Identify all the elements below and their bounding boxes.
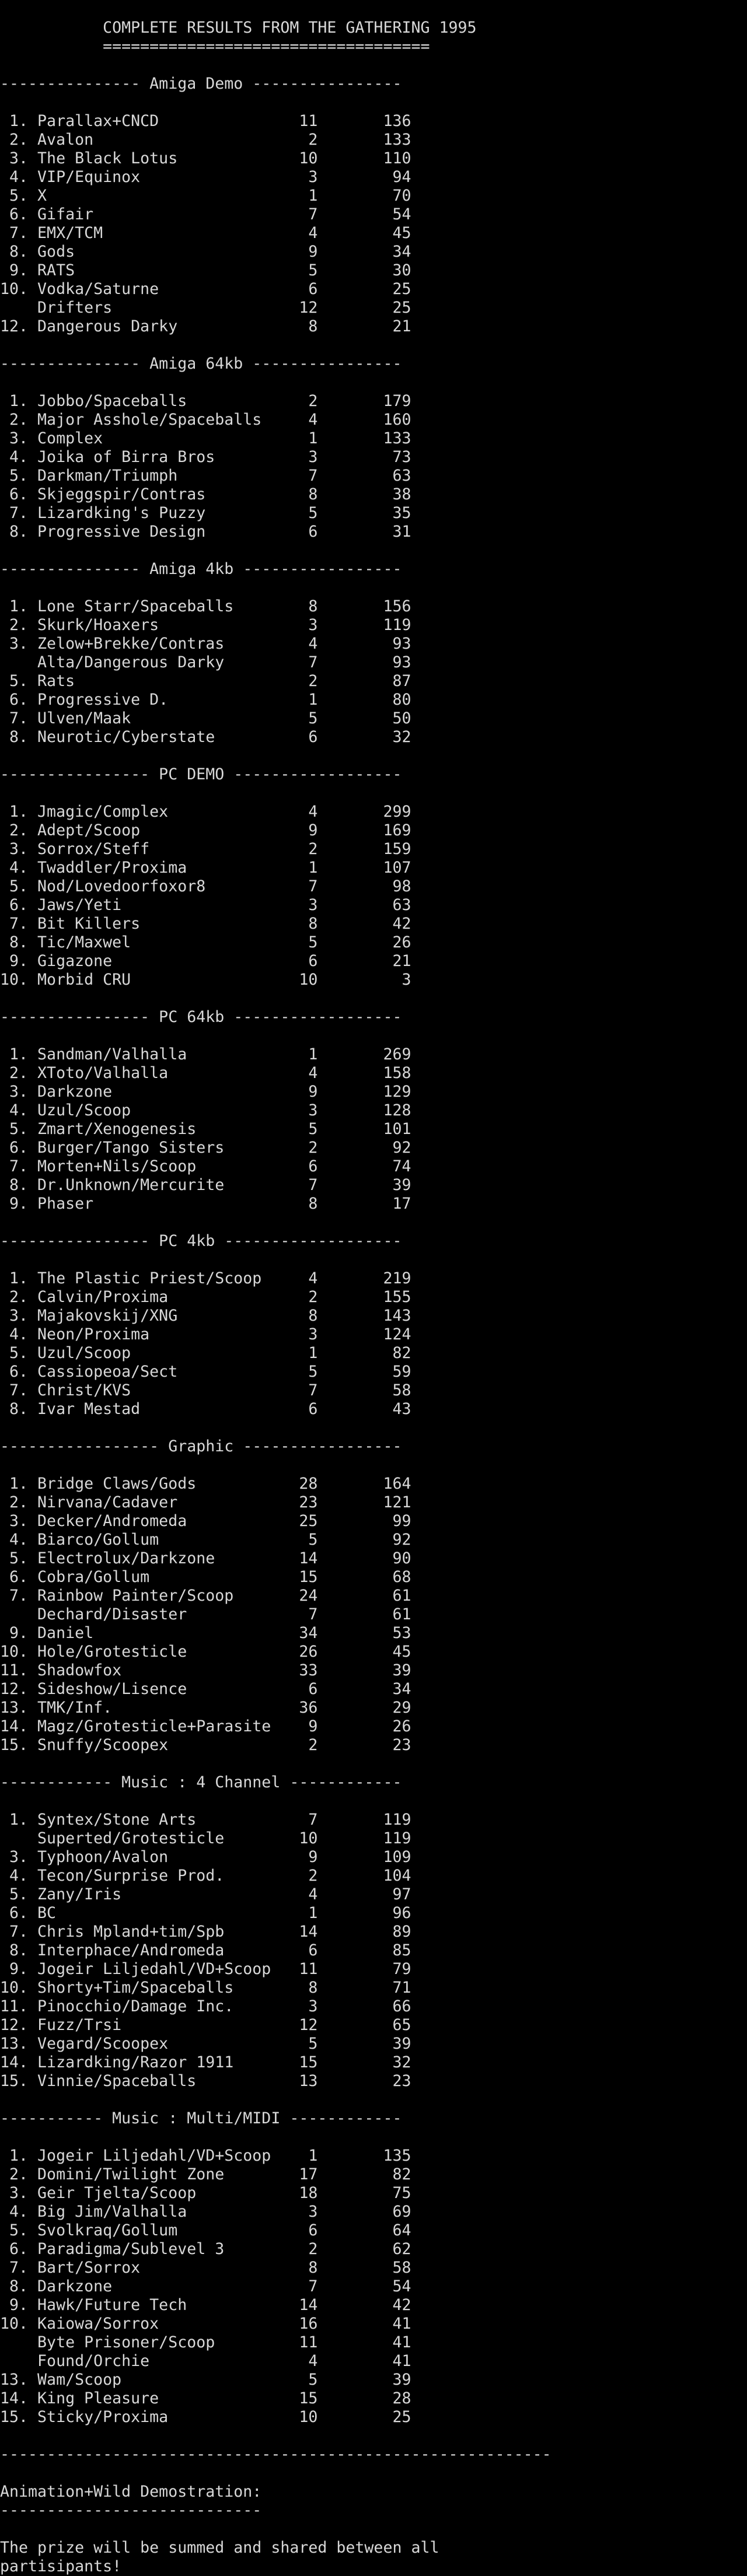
result-row: 3. Majakovskij/XNG 8 143 [0, 1307, 411, 1325]
result-row: 5. Rats 2 87 [0, 672, 411, 690]
result-row: 6. Cassiopeoa/Sect 5 59 [0, 1363, 411, 1381]
result-row: Byte Prisoner/Scoop 11 41 [0, 2333, 411, 2351]
result-row: 6. Progressive D. 1 80 [0, 691, 411, 709]
blank-line [0, 747, 747, 765]
section-header: ----------- Music : Multi/MIDI ------------ [0, 2109, 402, 2127]
result-row: 4. VIP/Equinox 3 94 [0, 168, 411, 186]
section-header: ---------------- PC DEMO ------------------ [0, 765, 402, 783]
blank-line [0, 2091, 747, 2109]
footer-rule: ----------------------------------------------------------- [0, 2445, 551, 2463]
result-row: 2. Calvin/Proxima 2 155 [0, 1288, 411, 1306]
blank-line [0, 2128, 747, 2147]
result-row: 2. Adept/Scoop 9 169 [0, 821, 411, 839]
section-header: --------------- Amiga 64kb ---------------- [0, 355, 402, 373]
result-row: 3. Darkzone 9 129 [0, 1083, 411, 1101]
result-row: 12. Sideshow/Lisence 6 34 [0, 1680, 411, 1698]
result-row: 5. X 1 70 [0, 187, 411, 205]
result-row: 1. Sandman/Valhalla 1 269 [0, 1045, 411, 1063]
result-row: Dechard/Disaster 7 61 [0, 1605, 411, 1623]
blank-line [0, 1792, 747, 1811]
result-row: 5. Zany/Iris 4 97 [0, 1885, 411, 1903]
result-row: Found/Orchie 4 41 [0, 2352, 411, 2370]
animation-heading: Animation+Wild Demostration: [0, 2483, 262, 2501]
result-row: 9. Jogeir Liljedahl/VD+Scoop 11 79 [0, 1960, 411, 1978]
result-row: 1. Syntex/Stone Arts 7 119 [0, 1811, 411, 1829]
result-row: 4. Uzul/Scoop 3 128 [0, 1101, 411, 1119]
result-row: 3. Geir Tjelta/Scoop 18 75 [0, 2184, 411, 2202]
result-row: 9. RATS 5 30 [0, 261, 411, 279]
result-row: 5. Zmart/Xenogenesis 5 101 [0, 1120, 411, 1138]
result-row: 2. XToto/Valhalla 4 158 [0, 1064, 411, 1082]
result-row: 10. Shorty+Tim/Spaceballs 8 71 [0, 1979, 411, 1997]
result-row: 11. Pinocchio/Damage Inc. 3 66 [0, 1997, 411, 2015]
result-row: 12. Fuzz/Trsi 12 65 [0, 2016, 411, 2034]
result-row: 8. Gods 9 34 [0, 243, 411, 261]
result-row: 1. Bridge Claws/Gods 28 164 [0, 1475, 411, 1493]
result-row: 7. Ulven/Maak 5 50 [0, 709, 411, 727]
result-row: 4. Big Jim/Valhalla 3 69 [0, 2203, 411, 2221]
result-row: 1. Lone Starr/Spaceballs 8 156 [0, 597, 411, 615]
section-header: --------------- Amiga 4kb ----------------- [0, 560, 402, 578]
result-row: 14. Lizardking/Razor 1911 15 32 [0, 2053, 411, 2071]
result-row: 1. Parallax+CNCD 11 136 [0, 112, 411, 130]
result-row: 9. Gigazone 6 21 [0, 952, 411, 970]
result-row: 11. Shadowfox 33 39 [0, 1661, 411, 1679]
result-row: 4. Joika of Birra Bros 3 73 [0, 448, 411, 466]
result-row: 7. Bit Killers 8 42 [0, 915, 411, 933]
result-row: 4. Biarco/Gollum 5 92 [0, 1531, 411, 1549]
blank-line [0, 1456, 747, 1475]
prize-text-line-1: The prize will be summed and shared between all [0, 2539, 439, 2557]
result-row: 7. Lizardking's Puzzy 5 35 [0, 504, 411, 522]
result-row: 7. Chris Mpland+tim/Spb 14 89 [0, 1923, 411, 1941]
result-row: 3. Complex 1 133 [0, 429, 411, 447]
section-header: ---------------- PC 4kb ------------------- [0, 1232, 402, 1250]
blank-line [0, 1213, 747, 1232]
result-row: 14. Magz/Grotesticle+Parasite 9 26 [0, 1717, 411, 1735]
result-row: 14. King Pleasure 15 28 [0, 2389, 411, 2407]
result-row: 13. Vegard/Scoopex 5 39 [0, 2035, 411, 2053]
section-header: ---------------- PC 64kb ------------------ [0, 1008, 402, 1026]
blank-line [0, 1755, 747, 1773]
result-row: 5. Svolkraq/Gollum 6 64 [0, 2221, 411, 2239]
result-row: 4. Neon/Proxima 3 124 [0, 1325, 411, 1343]
result-row: 1. The Plastic Priest/Scoop 4 219 [0, 1269, 411, 1287]
result-row: Drifters 12 25 [0, 299, 411, 317]
result-row: 6. Jaws/Yeti 3 63 [0, 896, 411, 914]
result-row: 3. The Black Lotus 10 110 [0, 149, 411, 167]
result-row: 7. Bart/Sorrox 8 58 [0, 2259, 411, 2277]
result-row: 8. Interphace/Andromeda 6 85 [0, 1941, 411, 1959]
result-row: 6. Cobra/Gollum 15 68 [0, 1568, 411, 1586]
result-row: 3. Typhoon/Avalon 9 109 [0, 1848, 411, 1866]
result-row: 3. Decker/Andromeda 25 99 [0, 1512, 411, 1530]
blank-line [0, 336, 747, 355]
result-row: 6. Burger/Tango Sisters 2 92 [0, 1139, 411, 1157]
result-row: 7. Rainbow Painter/Scoop 24 61 [0, 1587, 411, 1605]
result-row: 13. Wam/Scoop 5 39 [0, 2371, 411, 2389]
result-row: 7. Christ/KVS 7 58 [0, 1381, 411, 1399]
result-row: 8. Progressive Design 6 31 [0, 523, 411, 541]
blank-line [0, 2520, 747, 2539]
result-row: 8. Darkzone 7 54 [0, 2277, 411, 2295]
result-row: 6. Skjeggspir/Contras 8 38 [0, 485, 411, 503]
result-row: 2. Domini/Twilight Zone 17 82 [0, 2165, 411, 2183]
blank-line [0, 1251, 747, 1269]
result-row: 8. Ivar Mestad 6 43 [0, 1400, 411, 1418]
result-row: 15. Sticky/Proxima 10 25 [0, 2408, 411, 2426]
result-row: 1. Jmagic/Complex 4 299 [0, 803, 411, 821]
result-row: 8. Dr.Unknown/Mercurite 7 39 [0, 1176, 411, 1194]
result-row: 8. Tic/Maxwel 5 26 [0, 933, 411, 951]
result-row: 5. Uzul/Scoop 1 82 [0, 1344, 411, 1362]
blank-line [0, 2464, 747, 2483]
animation-underline: ---------------------------- [0, 2501, 262, 2519]
result-row: 6. BC 1 96 [0, 1904, 411, 1922]
result-row: 9. Phaser 8 17 [0, 1195, 411, 1213]
blank-line [0, 541, 747, 560]
result-row: 4. Tecon/Surprise Prod. 2 104 [0, 1867, 411, 1885]
result-row: 10. Morbid CRU 10 3 [0, 971, 411, 989]
result-row: 13. TMK/Inf. 36 29 [0, 1699, 411, 1717]
result-row: 2. Skurk/Hoaxers 3 119 [0, 616, 411, 634]
result-row: 9. Hawk/Future Tech 14 42 [0, 2296, 411, 2314]
result-row: 4. Twaddler/Proxima 1 107 [0, 859, 411, 877]
blank-line [0, 579, 747, 597]
section-header: ----------------- Graphic ----------------- [0, 1437, 402, 1455]
document-title: COMPLETE RESULTS FROM THE GATHERING 1995 [0, 19, 477, 37]
result-row: 15. Snuffy/Scoopex 2 23 [0, 1736, 411, 1754]
result-row: 5. Nod/Lovedoorfoxor8 7 98 [0, 877, 411, 895]
blank-line [0, 93, 747, 112]
result-row: 1. Jobbo/Spaceballs 2 179 [0, 392, 411, 410]
result-row: 12. Dangerous Darky 8 21 [0, 317, 411, 335]
result-row: 3. Zelow+Brekke/Contras 4 93 [0, 635, 411, 653]
result-row: Superted/Grotesticle 10 119 [0, 1829, 411, 1847]
result-row: 10. Hole/Grotesticle 26 45 [0, 1643, 411, 1661]
result-row: 2. Major Asshole/Spaceballs 4 160 [0, 411, 411, 429]
result-row: 6. Gifair 7 54 [0, 205, 411, 223]
result-row: 8. Neurotic/Cyberstate 6 32 [0, 728, 411, 746]
blank-line [0, 1419, 747, 1437]
result-row: 15. Vinnie/Spaceballs 13 23 [0, 2072, 411, 2090]
result-row: 2. Nirvana/Cadaver 23 121 [0, 1493, 411, 1511]
prize-text-line-2: partisipants! [0, 2557, 122, 2575]
blank-line [0, 1027, 747, 1045]
section-header: --------------- Amiga Demo ---------------- [0, 75, 402, 93]
blank-line [0, 989, 747, 1008]
results-sections [0, 75, 747, 2445]
result-row: 3. Sorrox/Steff 2 159 [0, 840, 411, 858]
result-row: 10. Vodka/Saturne 6 25 [0, 280, 411, 298]
result-row: Alta/Dangerous Darky 7 93 [0, 653, 411, 671]
result-row: 10. Kaiowa/Sorrox 16 41 [0, 2315, 411, 2333]
result-row: 5. Darkman/Triumph 7 63 [0, 467, 411, 485]
section-header: ------------ Music : 4 Channel ------------ [0, 1773, 402, 1791]
result-row: 5. Electrolux/Darkzone 14 90 [0, 1549, 411, 1567]
blank-line [0, 784, 747, 803]
blank-line [0, 2427, 747, 2445]
result-row: 2. Avalon 2 133 [0, 131, 411, 149]
result-row: 1. Jogeir Liljedahl/VD+Scoop 1 135 [0, 2147, 411, 2165]
result-row: 7. EMX/TCM 4 45 [0, 224, 411, 242]
result-row: 7. Morten+Nils/Scoop 6 74 [0, 1157, 411, 1175]
title-underline: =================================== [0, 37, 430, 55]
result-row: 6. Paradigma/Sublevel 3 2 62 [0, 2240, 411, 2258]
blank-line [0, 373, 747, 392]
result-row: 9. Daniel 34 53 [0, 1624, 411, 1642]
blank-line [0, 56, 747, 75]
